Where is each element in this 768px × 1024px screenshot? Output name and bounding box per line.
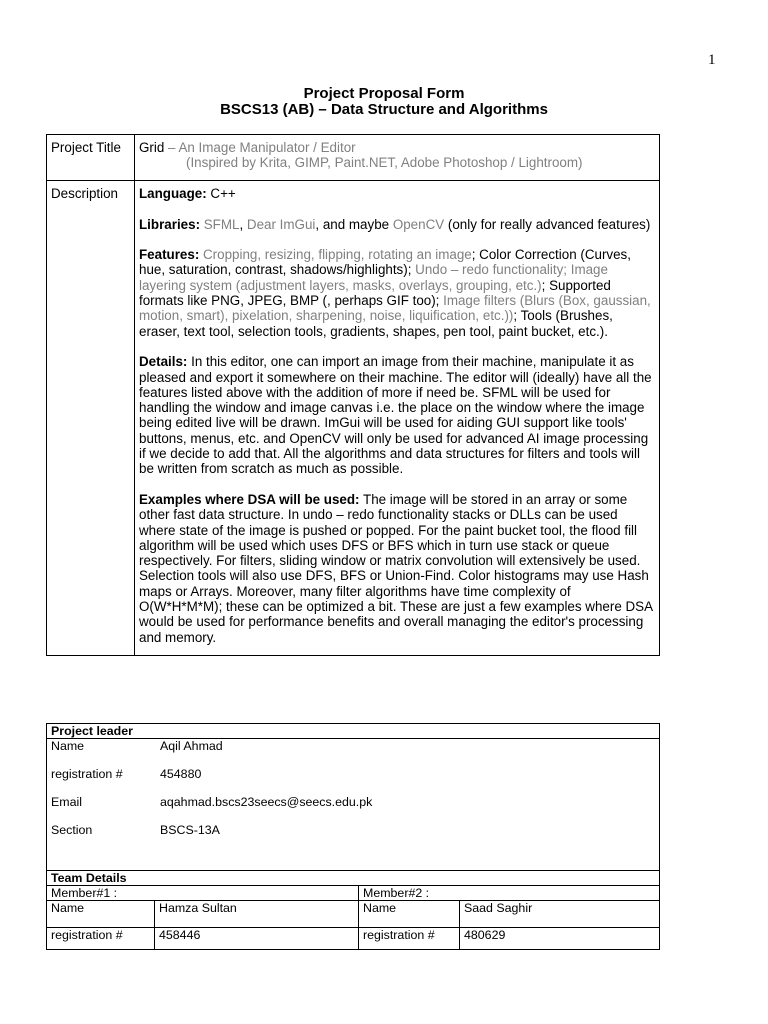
member1-name: Hamza Sultan xyxy=(155,901,359,928)
language-label: Language: xyxy=(139,186,207,201)
feature-undo-layers: Undo – redo functionality; Image layering system (adjustment layers, masks, overlays, grouping, etc.) xyxy=(139,262,608,293)
project-leader-header: Project leader xyxy=(47,724,660,739)
member2-name-label: Name xyxy=(359,901,460,928)
details-text: In this editor, one can import an image from their machine, manipulate it as pleased and export it somewhere on their machine. The editor will (ideally) have all the features listed above with the addition of more if need be. SFML will be used for handling the window and image canvas i.e. the place on the window where the image being edited live will be drawn. ImGui will be used for aiding GUI support like tools' buttons, menus, etc. and OpenCV will only be used for advanced AI image processing if we decide to add that. All the algorithms and data structures for filters and tools will be written from scratch as much as possible. xyxy=(139,354,652,477)
team-table xyxy=(46,723,660,950)
member1-reg-label: registration # xyxy=(47,928,155,950)
member1-label: Member#1 : xyxy=(47,886,359,901)
leader-name: Aqil Ahmad xyxy=(160,739,223,753)
project-title-cell xyxy=(135,135,660,181)
description-label: Description xyxy=(47,181,135,656)
examples-label: Examples where DSA will be used: xyxy=(139,491,360,507)
examples-paragraph xyxy=(139,492,655,645)
feature-filters: Image filters (Blurs (Box, gaussian, motion, smart), pixelation, sharpening, noise, liquification, etc.)) xyxy=(139,293,651,324)
course-title: BSCS13 (AB) – Data Structure and Algorithms xyxy=(220,101,548,118)
project-name: Grid xyxy=(139,140,165,155)
leader-email: aqahmad.bscs23seecs@seecs.edu.pk xyxy=(160,795,373,809)
feature-tools: ; Tools (Brushes, eraser, text tool, selection tools, gradients, shapes, pen tool, paint bucket, etc.). xyxy=(139,308,613,339)
language-value: C++ xyxy=(206,186,236,201)
feature-formats: ; Supported formats like PNG, JPEG, BMP (, perhaps GIF too); xyxy=(139,277,611,309)
leader-section: BSCS-13A xyxy=(160,823,220,837)
member2-label: Member#2 : xyxy=(359,886,660,901)
project-table xyxy=(46,134,660,656)
leader-name-label: Name xyxy=(51,739,85,753)
leader-email-label: Email xyxy=(51,795,82,809)
lib-separator: , xyxy=(239,216,247,232)
description-cell xyxy=(135,181,660,656)
details-paragraph xyxy=(139,354,655,476)
project-subtitle: – An Image Manipulator / Editor xyxy=(164,140,356,155)
libraries-label: Libraries: xyxy=(139,216,201,232)
lib-imgui: Dear ImGui xyxy=(246,216,316,232)
lib-sfml: SFML xyxy=(200,216,240,232)
leader-section-label: Section xyxy=(51,823,93,837)
member1-reg: 458446 xyxy=(155,928,359,950)
features-paragraph xyxy=(139,247,655,339)
form-title: Project Proposal Form xyxy=(303,85,465,102)
leader-block xyxy=(47,739,660,871)
feature-color: ; Color Correction (Curves, hue, saturation, contrast, shadows/highlights); xyxy=(139,247,631,278)
libraries-paragraph xyxy=(139,217,655,232)
page-number: 1 xyxy=(708,52,716,68)
leader-reg-label: registration # xyxy=(51,767,123,781)
member1-name-label: Name xyxy=(47,901,155,928)
lib-separator: , and maybe xyxy=(315,216,393,232)
leader-details xyxy=(51,739,659,851)
features-label: Features: xyxy=(139,247,200,263)
examples-text: The image will be stored in an array or some other fast data structure. In undo – redo functionality stacks or DLLs can be used where state of the image is pushed or popped. For the paint bucket tool, the flood fill algorithm will be used which uses DFS or BFS which in turn use stack or queue respectively. For filters, sliding window or matrix convolution will extensively be used. Selection tools will also use DFS, BFS or Union-Find. Color histograms may use Hash maps or Arrays. Moreover, many filter algorithms have time complexity of O(W*H*M*M); these can be optimized a bit. These are just a few examples where DSA would be used for performance benefits and overall managing the editor's processing and memory. xyxy=(139,491,653,645)
lib-opencv: OpenCV xyxy=(392,216,445,232)
feature-transform: Cropping, resizing, flipping, rotating an image xyxy=(199,247,472,263)
team-details-header: Team Details xyxy=(47,871,660,886)
language-paragraph xyxy=(139,186,655,201)
member2-name: Saad Saghir xyxy=(460,901,660,928)
project-title-label: Project Title xyxy=(47,135,135,181)
details-label: Details: xyxy=(139,354,188,370)
project-inspiration: (Inspired by Krita, GIMP, Paint.NET, Adobe Photoshop / Lightroom) xyxy=(186,155,583,171)
member2-reg-label: registration # xyxy=(359,928,460,950)
leader-reg: 454880 xyxy=(160,767,202,781)
lib-note: (only for really advanced features) xyxy=(444,216,651,232)
member2-reg: 480629 xyxy=(460,928,660,950)
